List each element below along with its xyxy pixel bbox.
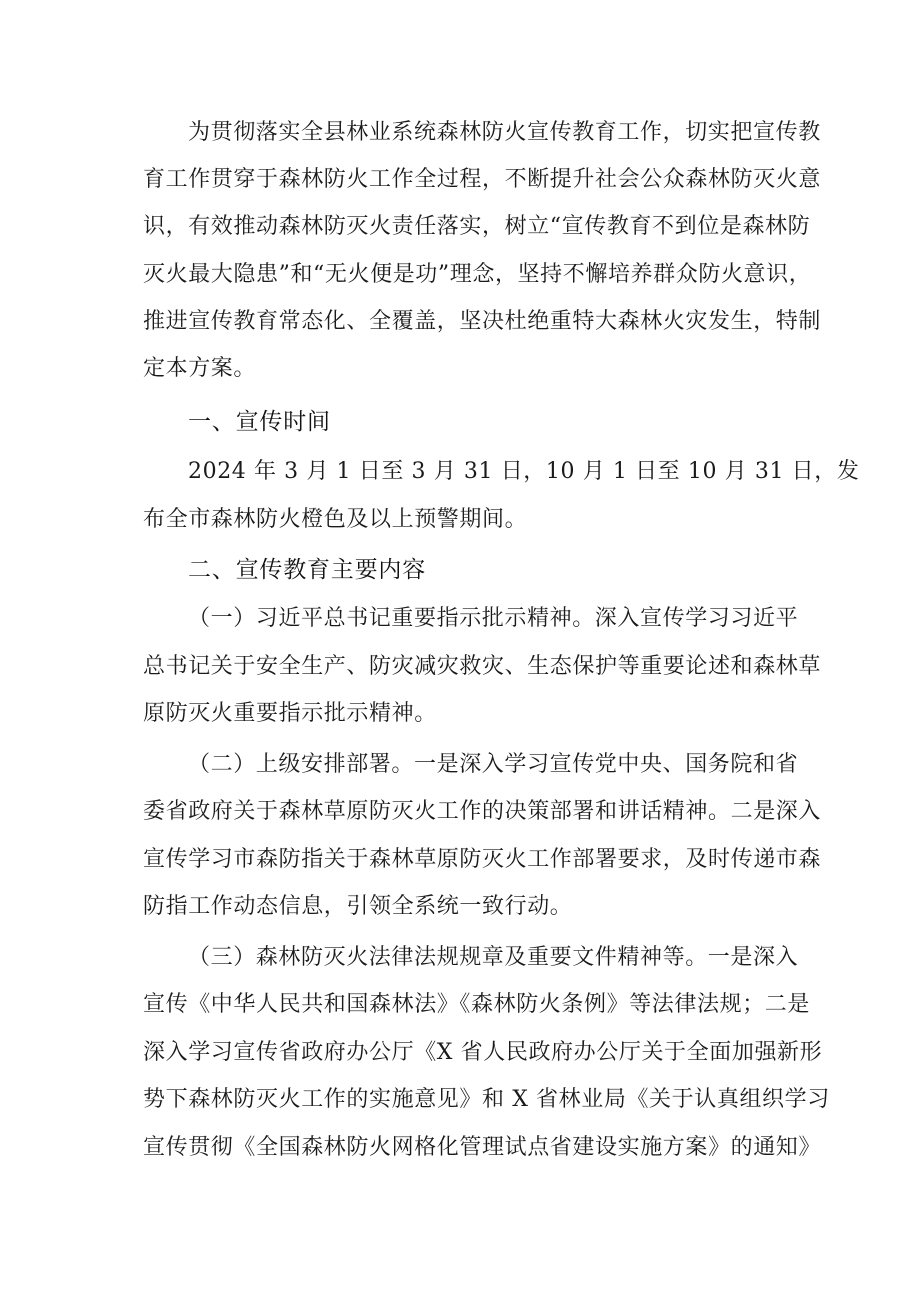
paragraph-4-line-1: （二）上级安排部署。一是深入学习宣传党中央、国务院和省 — [188, 752, 799, 777]
paragraph-4-line-2: 委省政府关于森林草原防灭火工作的决策部署和讲话精神。二是深入 — [143, 799, 822, 824]
paragraph-2-line-2: 布全市森林防火橙色及以上预警期间。 — [143, 507, 528, 532]
section-heading-2: 二、宣传教育主要内容 — [188, 557, 426, 583]
paragraph-1-line-2: 育工作贯穿于森林防火工作全过程，不断提升社会公众森林防灭火意 — [143, 167, 822, 192]
paragraph-5-line-1: （三）森林防灭火法律法规规章及重要文件精神等。一是深入 — [188, 945, 799, 970]
paragraph-5-line-3: 深入学习宣传省政府办公厅《X 省人民政府办公厅关于全面加强新形 — [143, 1040, 823, 1065]
paragraph-1-line-1: 为贯彻落实全县林业系统森林防火宣传教育工作，切实把宣传教 — [188, 120, 821, 145]
paragraph-2-line-1: 2024 年 3 月 1 日至 3 月 31 日，10 月 1 日至 10 月 31 日，发 — [188, 459, 860, 484]
paragraph-1-line-5: 推进宣传教育常态化、全覆盖，坚决杜绝重特大森林火灾发生，特制 — [143, 309, 822, 334]
paragraph-5-line-4: 势下森林防灭火工作的实施意见》和 X 省林业局《关于认真组织学习 — [143, 1087, 830, 1112]
paragraph-4-line-4: 防指工作动态信息，引领全系统一致行动。 — [143, 894, 573, 919]
paragraph-1-line-3: 识，有效推动森林防灭火责任落实，树立“宣传教育不到位是森林防 — [143, 214, 811, 239]
paragraph-1-line-4: 灭火最大隐患”和“无火便是功”理念，坚持不懈培养群众防火意识， — [143, 262, 812, 287]
section-heading-1: 一、宣传时间 — [188, 409, 331, 435]
paragraph-3-line-3: 原防灭火重要指示批示精神。 — [143, 701, 437, 726]
paragraph-4-line-3: 宣传学习市森防指关于森林草原防灭火工作部署要求，及时传递市森 — [143, 847, 822, 872]
paragraph-3-line-1: （一）习近平总书记重要指示批示精神。深入宣传学习习近平 — [188, 606, 799, 631]
paragraph-5-line-2: 宣传《中华人民共和国森林法》《森林防火条例》等法律法规；二是 — [143, 992, 811, 1017]
paragraph-5-line-5: 宣传贯彻《全国森林防火网格化管理试点省建设实施方案》的通知》 — [143, 1135, 822, 1160]
paragraph-1-line-6: 定本方案。 — [143, 356, 257, 381]
paragraph-3-line-2: 总书记关于安全生产、防灾减灾救灾、生态保护等重要论述和森林草 — [143, 654, 822, 679]
